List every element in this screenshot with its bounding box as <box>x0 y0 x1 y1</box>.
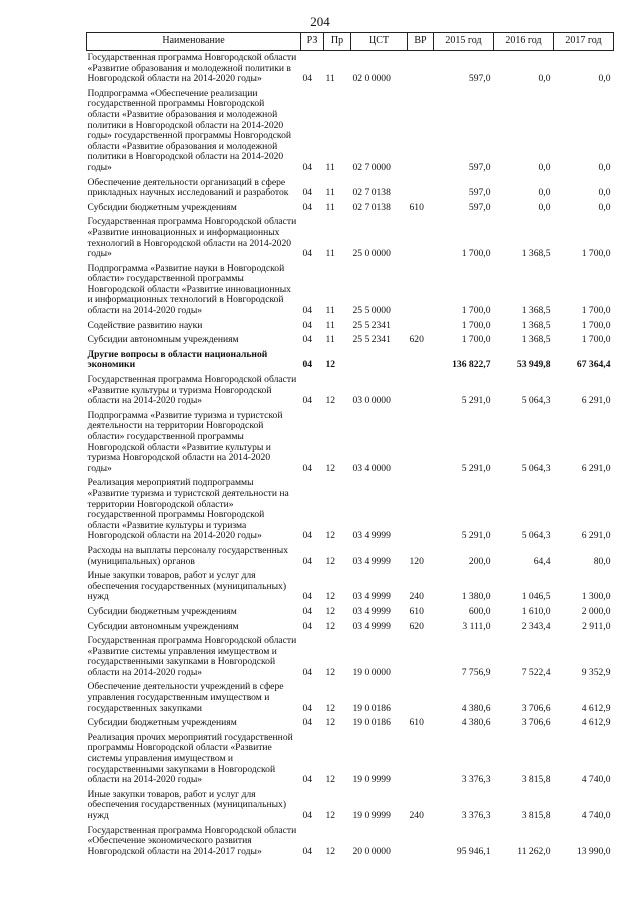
row-2016-cell: 11 262,0 <box>517 845 551 857</box>
row-name-cell: Субсидии автономным учреждениям <box>87 334 239 346</box>
row-2016-cell: 1 368,5 <box>521 319 551 331</box>
table-row <box>87 215 614 261</box>
row-name-cell: Содействие развитию науки <box>87 319 203 331</box>
row-rz-cell: 04 <box>302 810 313 821</box>
table-row <box>87 634 614 680</box>
row-2017-cell: 4 612,9 <box>581 702 611 714</box>
row-pr-cell: 12 <box>325 666 336 678</box>
row-cst-cell: 25 0 0000 <box>352 248 391 260</box>
table-row <box>87 348 614 373</box>
row-rz-cell: 04 <box>302 845 313 857</box>
row-2016-cell: 7 522,4 <box>521 666 551 678</box>
row-2015-cell: 5 291,0 <box>461 462 491 474</box>
row-2017-cell: 2 000,0 <box>581 605 611 617</box>
row-2016-cell: 64,4 <box>533 555 551 567</box>
header-rz: РЗ <box>301 33 324 51</box>
row-pr-cell: 11 <box>325 73 335 85</box>
row-2017-cell: 67 364,4 <box>576 359 611 371</box>
row-2016-cell: 3 706,6 <box>521 702 551 714</box>
header-2016: 2016 год <box>494 33 554 51</box>
table-row <box>87 620 614 635</box>
row-pr-cell: 12 <box>325 620 336 632</box>
row-cst-cell: 03 0 0000 <box>352 395 391 407</box>
row-name-cell: Расходы на выплаты персоналу государственных (муниципальных) органов <box>87 544 289 567</box>
row-2017-cell: 4 740,0 <box>581 774 611 786</box>
row-2015-cell: 597,0 <box>468 161 491 173</box>
row-rz-cell: 04 <box>302 359 313 371</box>
row-vr-cell <box>408 51 434 87</box>
row-2016-cell: 1 368,5 <box>521 334 551 346</box>
table-row <box>87 788 614 824</box>
row-pr-cell: 11 <box>325 201 335 213</box>
table-row <box>87 319 614 334</box>
row-2017-cell: 0,0 <box>598 161 611 173</box>
row-vr-cell <box>408 731 434 788</box>
row-vr-cell <box>408 319 434 334</box>
row-cst-cell: 03 4 0000 <box>352 462 391 474</box>
row-2016-cell: 3 815,8 <box>521 774 551 786</box>
row-vr-cell: 620 <box>409 620 424 632</box>
row-2017-cell: 1 300,0 <box>581 591 611 603</box>
row-2015-cell: 597,0 <box>468 187 491 199</box>
row-pr-cell: 12 <box>325 605 336 617</box>
row-2017-cell: 6 291,0 <box>581 462 611 474</box>
row-vr-cell <box>408 176 434 201</box>
row-2017-cell: 6 291,0 <box>581 395 611 407</box>
row-vr-cell: 240 <box>409 810 424 821</box>
row-rz-cell: 04 <box>302 666 313 678</box>
row-cst-cell: 03 4 9999 <box>352 605 391 617</box>
row-rz-cell: 04 <box>302 395 313 407</box>
header-vr: ВР <box>408 33 434 51</box>
row-name-cell: Субсидии автономным учреждениям <box>87 620 239 632</box>
row-pr-cell: 12 <box>325 462 336 474</box>
row-pr-cell: 12 <box>325 845 336 857</box>
row-2016-cell: 3 815,8 <box>521 810 551 821</box>
row-pr-cell: 12 <box>325 555 336 567</box>
row-vr-cell <box>408 348 434 373</box>
row-name-cell: Государственная программа Новгородской области «Развитие образования и молодежной политики в Новгородской области на 2014-2020 годы» <box>87 52 297 85</box>
row-vr-cell <box>408 262 434 319</box>
row-vr-cell <box>408 824 434 860</box>
row-2016-cell: 0,0 <box>538 161 551 173</box>
header-pr: Пр <box>324 33 351 51</box>
row-name-cell: Обеспечение деятельности учреждений в сфере управления государственным имуществом и государственных закупками <box>87 681 284 714</box>
row-vr-cell <box>408 680 434 716</box>
row-cst-cell: 02 7 0138 <box>352 201 391 213</box>
row-name-cell: Государственная программа Новгородской области «Развитие системы управления имуществом и государственными закупками в Новгородской области на 2014-2020 годы» <box>87 635 297 678</box>
table-body <box>87 51 614 860</box>
table-row <box>87 201 614 216</box>
table-row <box>87 569 614 605</box>
row-rz-cell: 04 <box>302 161 313 173</box>
row-rz-cell: 04 <box>302 702 313 714</box>
row-2015-cell: 95 946,1 <box>456 845 491 857</box>
row-pr-cell: 12 <box>325 702 336 714</box>
table-header-row <box>87 33 614 51</box>
row-2015-cell: 3 376,3 <box>461 774 491 786</box>
row-name-cell: Государственная программа Новгородской области «Развитие культуры и туризма Новгородской области на 2014-2020 годы» <box>87 374 297 407</box>
row-2016-cell: 5 064,3 <box>521 530 551 542</box>
row-cst-cell: 19 0 0186 <box>352 717 391 729</box>
table-row <box>87 333 614 348</box>
table-row <box>87 87 614 176</box>
table-row <box>87 176 614 201</box>
row-rz-cell: 04 <box>302 462 313 474</box>
table-row <box>87 262 614 319</box>
row-name-cell: Субсидии бюджетным учреждениям <box>87 201 237 213</box>
row-name-cell: Подпрограмма «Развитие науки в Новгородской области» государственной программы Новгородской области «Развитие инновационных и информационных технологий в Новгородской области на 2014-2020 годы» <box>87 262 291 317</box>
row-2016-cell: 1 368,5 <box>521 305 551 317</box>
row-2017-cell: 9 352,9 <box>581 666 611 678</box>
row-pr-cell: 12 <box>325 774 336 786</box>
row-cst-cell: 25 5 2341 <box>352 319 391 331</box>
row-rz-cell: 04 <box>302 605 313 617</box>
table-row <box>87 716 614 731</box>
table-row <box>87 409 614 477</box>
row-rz-cell: 04 <box>302 201 313 213</box>
row-name-cell: Реализация прочих мероприятий государственной программы Новгородской области «Развитие системы управления имуществом и государственными закупками в Новгородской области на 2014-2020 годы» <box>87 731 293 786</box>
row-2017-cell: 4 740,0 <box>581 810 611 821</box>
row-2016-cell: 5 064,3 <box>521 395 551 407</box>
row-2015-cell: 1 700,0 <box>461 334 491 346</box>
row-pr-cell: 11 <box>325 161 335 173</box>
row-vr-cell <box>408 373 434 409</box>
row-vr-cell <box>408 87 434 176</box>
table-row <box>87 544 614 569</box>
row-name-cell: Подпрограмма «Обеспечение реализации государственной программы Новгородской области «Развитие образования и молодежной политики в Новгородской области на 2014-2020 годы» государственной программы Новгородской области «Развитие образования и молодежной политики в Новгородской области на 2014-2020 годы» <box>87 87 292 173</box>
header-2017: 2017 год <box>554 33 614 51</box>
table-row <box>87 476 614 544</box>
row-cst-cell: 19 0 0186 <box>352 702 391 714</box>
row-2015-cell: 597,0 <box>468 201 491 213</box>
row-name-cell: Другие вопросы в области национальной экономики <box>87 348 268 371</box>
row-cst-cell: 02 0 0000 <box>352 73 391 85</box>
row-pr-cell: 11 <box>325 305 335 317</box>
row-pr-cell: 12 <box>325 717 336 729</box>
row-name-cell: Государственная программа Новгородской области «Обеспечение экономического развития Новгородской области на 2014-2017 годы» <box>87 824 297 857</box>
row-rz-cell: 04 <box>302 305 313 317</box>
row-cst-cell: 19 0 9999 <box>352 774 391 786</box>
row-pr-cell: 11 <box>325 319 335 331</box>
row-2017-cell: 6 291,0 <box>581 530 611 542</box>
row-2015-cell: 3 376,3 <box>461 810 491 821</box>
row-2016-cell: 0,0 <box>538 73 551 85</box>
row-cst-cell: 25 5 2341 <box>352 334 391 346</box>
row-rz-cell: 04 <box>302 319 313 331</box>
header-cst: ЦСТ <box>351 33 408 51</box>
row-vr-cell: 610 <box>409 717 424 729</box>
row-vr-cell <box>408 215 434 261</box>
row-vr-cell: 620 <box>409 334 424 346</box>
row-vr-cell: 610 <box>409 605 424 617</box>
row-2015-cell: 7 756,9 <box>461 666 491 678</box>
row-2015-cell: 1 700,0 <box>461 305 491 317</box>
row-pr-cell: 11 <box>325 334 335 346</box>
row-vr-cell: 610 <box>409 201 424 213</box>
table-row <box>87 51 614 87</box>
table-row <box>87 373 614 409</box>
row-pr-cell: 12 <box>325 591 336 603</box>
row-pr-cell: 12 <box>325 530 336 542</box>
row-2016-cell: 3 706,6 <box>521 717 551 729</box>
row-rz-cell: 04 <box>302 334 313 346</box>
row-2016-cell: 5 064,3 <box>521 462 551 474</box>
table-row <box>87 731 614 788</box>
row-vr-cell: 240 <box>409 591 424 603</box>
row-2015-cell: 1 700,0 <box>461 319 491 331</box>
row-name-cell: Государственная программа Новгородской области «Развитие инновационных и информационных технологий в Новгородской области на 2014-2020 годы» <box>87 216 297 260</box>
row-vr-cell <box>408 634 434 680</box>
row-2015-cell: 4 380,6 <box>461 702 491 714</box>
table-row <box>87 824 614 860</box>
row-rz-cell: 04 <box>302 774 313 786</box>
row-rz-cell: 04 <box>302 73 313 85</box>
row-vr-cell <box>408 476 434 544</box>
header-name: Наименование <box>87 33 301 51</box>
row-2016-cell: 0,0 <box>538 187 551 199</box>
row-pr-cell: 12 <box>325 359 336 371</box>
row-cst-cell: 20 0 0000 <box>352 845 391 857</box>
row-2015-cell: 600,0 <box>468 605 491 617</box>
budget-table <box>86 32 614 859</box>
row-2015-cell: 136 822,7 <box>452 359 491 371</box>
row-cst-cell: 25 5 0000 <box>352 305 391 317</box>
row-2017-cell: 80,0 <box>593 555 611 567</box>
row-2016-cell: 1 610,0 <box>521 605 551 617</box>
row-2015-cell: 597,0 <box>468 73 491 85</box>
row-2017-cell: 1 700,0 <box>581 305 611 317</box>
row-name-cell: Иные закупки товаров, работ и услуг для обеспечения государственных (муниципальных) нужд <box>87 788 287 821</box>
row-pr-cell: 11 <box>325 187 335 199</box>
table-row <box>87 680 614 716</box>
row-2016-cell: 0,0 <box>538 201 551 213</box>
row-2015-cell: 200,0 <box>468 555 491 567</box>
row-pr-cell: 12 <box>325 395 336 407</box>
row-name-cell: Иные закупки товаров, работ и услуг для обеспечения государственных (муниципальных) нужд <box>87 570 287 603</box>
row-vr-cell: 120 <box>409 555 424 567</box>
row-2016-cell: 1 368,5 <box>521 248 551 260</box>
row-rz-cell: 04 <box>302 530 313 542</box>
row-2016-cell: 2 343,4 <box>521 620 551 632</box>
row-vr-cell <box>408 409 434 477</box>
row-cst-cell: 03 4 9999 <box>352 591 391 603</box>
row-2016-cell: 53 949,8 <box>516 359 551 371</box>
page-number: 204 <box>310 14 330 29</box>
row-rz-cell: 04 <box>302 248 313 260</box>
row-name-cell: Подпрограмма «Развитие туризма и туристской деятельности на территории Новгородской области» государственной программы Новгородской области «Развитие культуры и туризма Новгородской области на 2014-2020 годы» <box>87 409 283 474</box>
row-rz-cell: 04 <box>302 717 313 729</box>
row-cst-cell <box>351 348 408 373</box>
row-2017-cell: 2 911,0 <box>582 620 611 632</box>
row-2017-cell: 13 990,0 <box>576 845 611 857</box>
row-name-cell: Субсидии бюджетным учреждениям <box>87 717 237 729</box>
row-2015-cell: 1 380,0 <box>461 591 491 603</box>
row-2017-cell: 0,0 <box>598 73 611 85</box>
row-cst-cell: 02 7 0000 <box>352 161 391 173</box>
row-cst-cell: 19 0 9999 <box>352 810 391 821</box>
row-cst-cell: 19 0 0000 <box>352 666 391 678</box>
row-name-cell: Обеспечение деятельности организаций в сфере прикладных научных исследований и разработок <box>87 176 289 199</box>
row-2015-cell: 1 700,0 <box>461 248 491 260</box>
table-row <box>87 605 614 620</box>
row-cst-cell: 03 4 9999 <box>352 620 391 632</box>
row-pr-cell: 11 <box>325 248 335 260</box>
row-2017-cell: 1 700,0 <box>581 248 611 260</box>
row-rz-cell: 04 <box>302 620 313 632</box>
header-2015: 2015 год <box>434 33 494 51</box>
row-name-cell: Реализация мероприятий подпрограммы «Развитие туризма и туристской деятельности на территории Новгородской области» государственной программы Новгородской области «Развитие культуры и туризма Новгородской области на 2014-2020 годы» <box>87 477 289 542</box>
row-rz-cell: 04 <box>302 187 313 199</box>
row-2015-cell: 5 291,0 <box>461 530 491 542</box>
row-pr-cell: 12 <box>325 810 336 821</box>
row-cst-cell: 03 4 9999 <box>352 555 391 567</box>
row-cst-cell: 03 4 9999 <box>352 530 391 542</box>
row-2017-cell: 1 700,0 <box>581 334 611 346</box>
row-2017-cell: 4 612,9 <box>581 717 611 729</box>
row-2015-cell: 4 380,6 <box>461 717 491 729</box>
row-cst-cell: 02 7 0138 <box>352 187 391 199</box>
row-rz-cell: 04 <box>302 591 313 603</box>
row-2015-cell: 5 291,0 <box>461 395 491 407</box>
row-2015-cell: 3 111,0 <box>462 620 491 632</box>
row-2017-cell: 0,0 <box>598 187 611 199</box>
row-2017-cell: 0,0 <box>598 201 611 213</box>
row-rz-cell: 04 <box>302 555 313 567</box>
row-2016-cell: 1 046,5 <box>521 591 551 603</box>
row-2017-cell: 1 700,0 <box>581 319 611 331</box>
row-name-cell: Субсидии бюджетным учреждениям <box>87 605 237 617</box>
